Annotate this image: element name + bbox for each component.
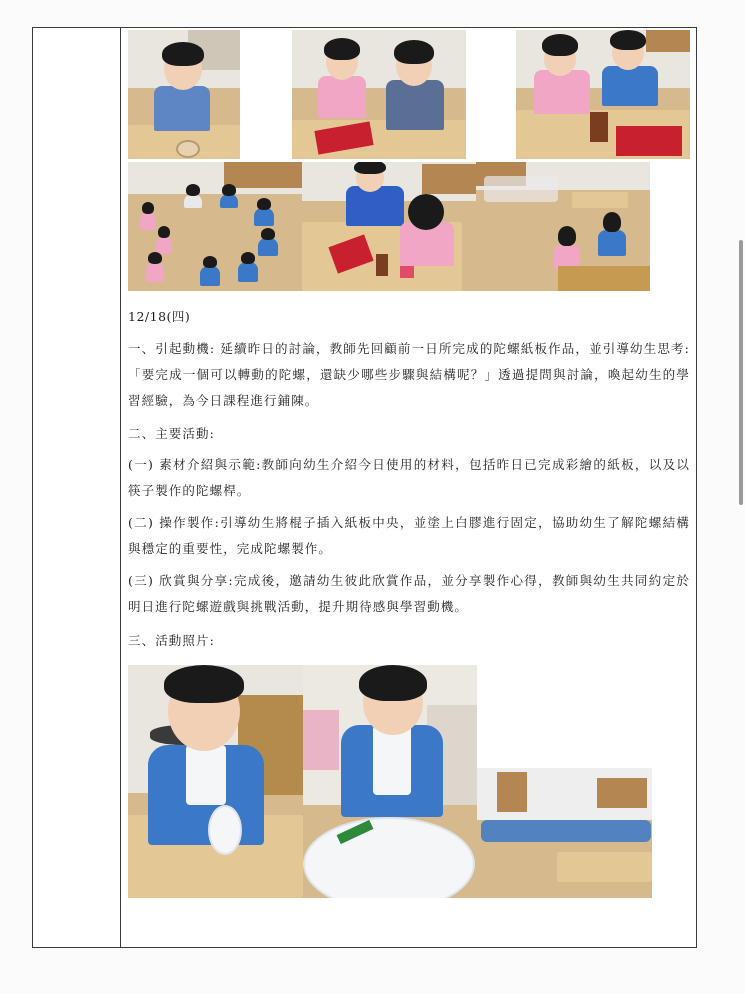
photo-group-sitting-circle [128, 162, 302, 291]
intro-paragraph: 一、引起動機: 延續昨日的討論，教師先回顧前一日所完成的陀螺紙板作品，並引導幼生思考:「要完成一個可以轉動的陀螺，還缺少哪些步驟與結構呢？」透過提問與討論，喚起幼生的學習經驗，為今日課程進行鋪陳。 [128, 341, 690, 408]
photo-girl-and-boy-crafting [516, 30, 690, 159]
photo-boy-holding-top [128, 665, 303, 898]
photos-heading: 三、活動照片: [128, 633, 215, 648]
activity-item-2: (二) 操作製作:引導幼生將棍子插入紙板中央，並塗上白膠進行固定，協助幼生了解陀螺結構與穩定的重要性，完成陀螺製作。 [128, 515, 690, 556]
photo-two-kids-at-table [292, 30, 466, 159]
activity-item-3: (三) 欣賞與分享:完成後，邀請幼生彼此欣賞作品，並分享製作心得，教師與幼生共同約定於明日進行陀螺遊戲與挑戰活動，提升期待感與學習動機。 [128, 573, 690, 614]
activity-item-1: (一) 素材介紹與示範:教師向幼生介紹今日使用的材料，包括昨日已完成彩繪的紙板，以及以筷子製作的陀螺桿。 [128, 457, 690, 498]
photo-classroom-overview [477, 768, 652, 898]
photo-girl-spinning-top [303, 665, 477, 898]
scrollbar[interactable] [739, 240, 743, 505]
photo-teacher-and-girl [302, 162, 476, 291]
date-line: 12/18(四) [128, 309, 191, 324]
main-activities-heading: 二、主要活動: [128, 426, 215, 441]
photo-classroom-tables [476, 162, 650, 291]
table-left-column [33, 28, 121, 947]
photo-boy-with-paper-disc [128, 30, 240, 159]
